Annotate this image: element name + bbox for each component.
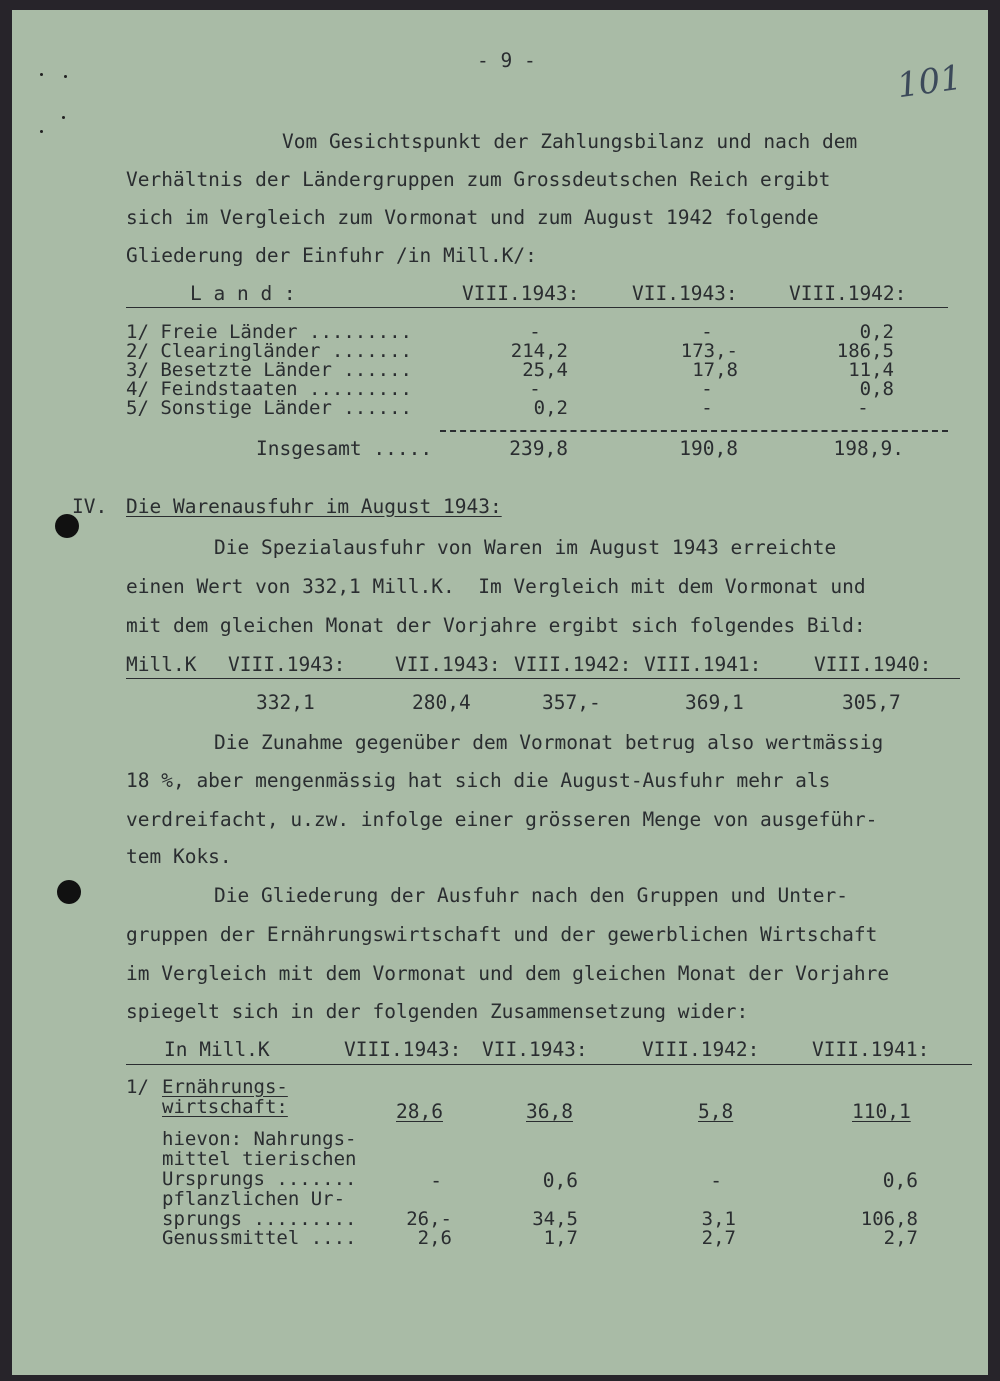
import-total-rule: [440, 430, 948, 432]
export-sub-value: 106,8: [860, 1208, 918, 1230]
export-sub-value: 2,7: [701, 1227, 736, 1249]
paper-speck: [64, 75, 67, 78]
import-row-v2: 17,8: [692, 359, 738, 381]
comparison-value: 280,4: [412, 691, 471, 714]
comparison-value: 357,-: [542, 691, 601, 714]
paragraph-line: 18 %, aber mengenmässig hat sich die August-Ausfuhr mehr als: [126, 769, 831, 792]
import-row-v1: 0,2: [533, 397, 568, 419]
import-row-label: 5/ Sonstige Länder ......: [126, 397, 412, 419]
import-row-v2: 173,-: [680, 340, 738, 362]
paragraph-line: einen Wert von 332,1 Mill.K. Im Vergleich mit dem Vormonat und: [126, 575, 866, 598]
import-row-v3: 186,5: [836, 340, 894, 362]
export-group-value: 36,8: [526, 1100, 573, 1123]
import-header-col1: VIII.1943:: [462, 282, 580, 305]
import-row-v1: -: [529, 321, 541, 343]
import-row-v3: 0,8: [859, 378, 894, 400]
comparison-header: VIII.1941:: [644, 653, 762, 676]
comparison-value: 305,7: [842, 691, 901, 714]
import-row-label: 4/ Feindstaaten .........: [126, 378, 412, 400]
export-group-label: Ernährungs-: [162, 1076, 288, 1098]
import-row-label: 3/ Besetzte Länder ......: [126, 359, 412, 381]
export-sub-intro: hievon: Nahrungs-: [162, 1128, 357, 1150]
paragraph-line: tem Koks.: [126, 845, 232, 868]
import-row-v2: -: [701, 378, 713, 400]
export-header: VIII.1942:: [642, 1038, 760, 1061]
import-total-v2: 190,8: [679, 437, 738, 460]
comparison-header-rule: [126, 678, 960, 679]
export-sub-value: -: [710, 1169, 722, 1192]
export-header: VIII.1941:: [812, 1038, 930, 1061]
section-numeral: IV.: [72, 495, 108, 518]
paper-speck: [62, 116, 65, 119]
comparison-header-unit: Mill.K: [126, 653, 197, 676]
export-sub-value: 34,5: [532, 1208, 578, 1230]
export-sub-label: sprungs .........: [162, 1208, 368, 1230]
paper-speck: [40, 130, 43, 133]
comparison-header: VIII.1943:: [228, 653, 346, 676]
import-header-col3: VIII.1942:: [789, 282, 907, 305]
export-group-value: 5,8: [698, 1100, 734, 1123]
import-row-v3: 0,2: [859, 321, 894, 343]
export-sub-value: 2,6: [417, 1227, 452, 1249]
export-sub-label: Genussmittel ....: [162, 1227, 357, 1249]
paper-speck: [40, 73, 43, 76]
comparison-value: 332,1: [256, 691, 315, 714]
export-header: VIII.1943:: [344, 1038, 462, 1061]
export-sub-label: Ursprungs .......: [162, 1168, 357, 1190]
paragraph-line: spiegelt sich in der folgenden Zusammensetzung wider:: [126, 1000, 749, 1023]
export-group-number: 1/: [126, 1076, 149, 1098]
import-row-v2: -: [701, 321, 713, 343]
paragraph-line: Die Gliederung der Ausfuhr nach den Gruppen und Unter-: [214, 884, 848, 907]
import-total-v3: 198,9.: [833, 437, 904, 460]
export-group-label: wirtschaft:: [162, 1096, 288, 1118]
export-header-unit: In Mill.K: [164, 1038, 270, 1061]
export-sub-value: 26,-: [406, 1208, 452, 1230]
import-total-v1: 239,8: [509, 437, 568, 460]
export-sub-value: 2,7: [883, 1227, 918, 1249]
import-header-rule: [126, 307, 948, 308]
paragraph-line: im Vergleich mit dem Vormonat und dem gleichen Monat der Vorjahre: [126, 962, 890, 985]
export-sub-intro: mittel tierischen: [162, 1148, 357, 1170]
export-sub-value: -: [430, 1169, 442, 1192]
export-sub-label-pre: pflanzlichen Ur-: [162, 1188, 346, 1210]
import-row-v1: 214,2: [510, 340, 568, 362]
import-row-v1: -: [529, 378, 541, 400]
intro-line: Gliederung der Einfuhr /in Mill.K/:: [126, 244, 537, 267]
handwritten-folio-number: 101: [894, 57, 965, 107]
paragraph-line: verdreifacht, u.zw. infolge einer grösseren Menge von ausgeführ-: [126, 808, 878, 831]
import-row-v3: 11,4: [848, 359, 894, 381]
comparison-value: 369,1: [685, 691, 744, 714]
comparison-header: VII.1943:: [395, 653, 501, 676]
intro-line: Vom Gesichtspunkt der Zahlungsbilanz und nach dem: [282, 130, 858, 153]
import-row-v3: -: [857, 397, 869, 419]
page-number: - 9 -: [477, 49, 536, 72]
comparison-header: VIII.1940:: [814, 653, 932, 676]
paragraph-line: gruppen der Ernährungswirtschaft und der gewerblichen Wirtschaft: [126, 923, 878, 946]
export-group-value: 110,1: [852, 1100, 911, 1123]
export-sub-value: 3,1: [701, 1208, 736, 1230]
intro-line: sich im Vergleich zum Vormonat und zum August 1942 folgende: [126, 206, 819, 229]
import-row-v1: 25,4: [522, 359, 568, 381]
import-header-land: L a n d :: [190, 282, 296, 305]
export-group-value: 28,6: [396, 1100, 443, 1123]
paragraph-line: mit dem gleichen Monat der Vorjahre ergibt sich folgendes Bild:: [126, 614, 866, 637]
comparison-header: VIII.1942:: [514, 653, 632, 676]
export-sub-value: 0,6: [882, 1169, 918, 1192]
import-header-col2: VII.1943:: [632, 282, 738, 305]
paragraph-line: Die Spezialausfuhr von Waren im August 1943 erreichte: [214, 536, 837, 559]
paragraph-line: Die Zunahme gegenüber dem Vormonat betrug also wertmässig: [214, 731, 884, 754]
export-header-rule: [126, 1064, 972, 1065]
export-sub-value: 1,7: [543, 1227, 578, 1249]
import-row-label: 1/ Freie Länder .........: [126, 321, 412, 343]
import-row-v2: -: [701, 397, 713, 419]
intro-line: Verhältnis der Ländergruppen zum Grossdeutschen Reich ergibt: [126, 168, 831, 191]
import-total-label: Insgesamt .....: [256, 437, 433, 460]
import-row-label: 2/ Clearingländer .......: [126, 340, 412, 362]
export-header: VII.1943:: [482, 1038, 588, 1061]
punch-hole-bottom: [57, 880, 81, 904]
export-sub-value: 0,6: [542, 1169, 578, 1192]
document-page: [12, 10, 988, 1375]
section-heading: Die Warenausfuhr im August 1943:: [126, 495, 502, 518]
